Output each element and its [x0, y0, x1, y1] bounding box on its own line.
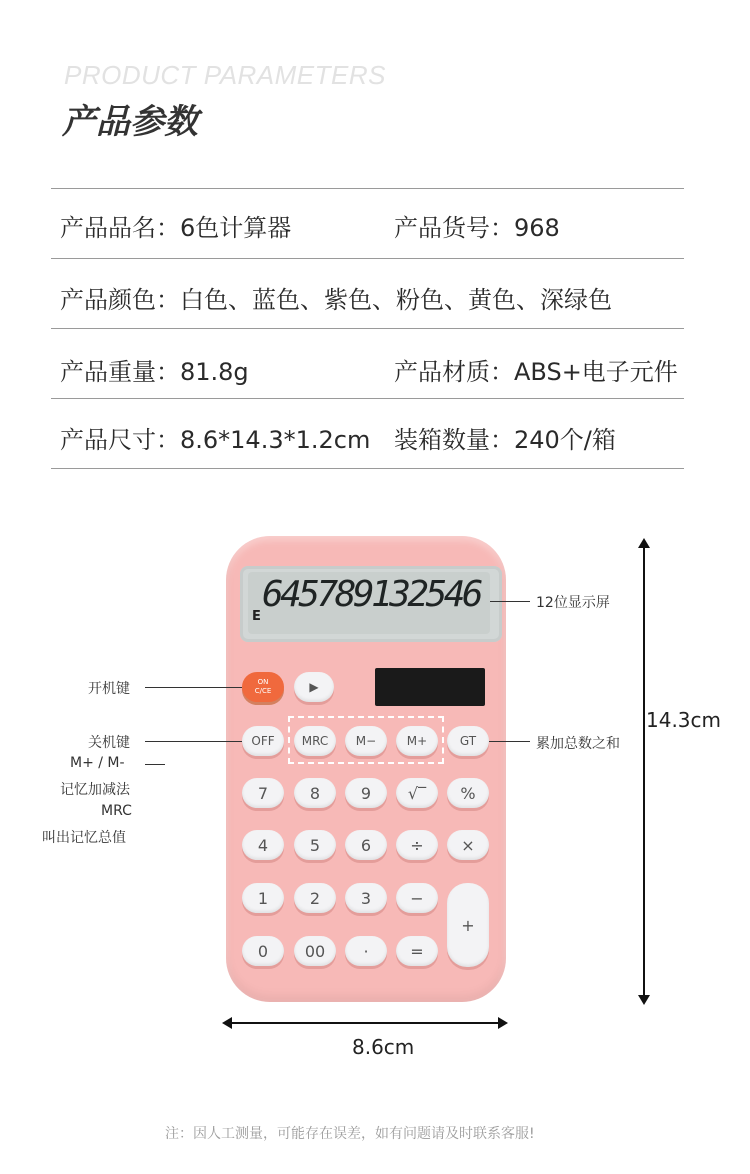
on-key-label: ON [257, 678, 269, 686]
minus-key[interactable]: − [396, 883, 438, 913]
on-key-sublabel: C/CE [254, 687, 272, 695]
spec-name: 产品品名：6色计算器 [60, 214, 292, 242]
decimal-key[interactable]: · [345, 936, 387, 966]
display-error-flag: E [252, 609, 261, 624]
key-2[interactable]: 2 [294, 883, 336, 913]
key-5[interactable]: 5 [294, 830, 336, 860]
spec-item-no: 产品货号：968 [394, 214, 560, 242]
gt-key[interactable]: GT [447, 726, 489, 756]
key-7[interactable]: 7 [242, 778, 284, 808]
subtitle-english: PRODUCT PARAMETERS [64, 60, 386, 90]
key-3[interactable]: 3 [345, 883, 387, 913]
key-9[interactable]: 9 [345, 778, 387, 808]
plus-key[interactable]: + [447, 883, 489, 967]
key-1[interactable]: 1 [242, 883, 284, 913]
display-annotation: 12位显示屏 [536, 595, 610, 611]
on-key[interactable] [242, 672, 284, 702]
leader-line [145, 687, 242, 688]
key-4[interactable]: 4 [242, 830, 284, 860]
width-dimension-line [230, 1022, 502, 1024]
mrc-annotation: MRC [101, 803, 132, 819]
page-title: 产品参数 [62, 102, 198, 142]
spec-colors: 产品颜色：白色、蓝色、紫色、粉色、黄色、深绿色 [60, 286, 612, 314]
gt-annotation: 累加总数之和 [536, 736, 620, 752]
divider [51, 328, 684, 329]
height-label: 14.3cm [646, 708, 722, 732]
spec-packing: 装箱数量：240个/箱 [394, 426, 616, 454]
spec-weight: 产品重量：81.8g [60, 358, 249, 386]
spec-size: 产品尺寸：8.6*14.3*1.2cm [60, 426, 371, 454]
width-label: 8.6cm [352, 1035, 415, 1059]
sqrt-key[interactable]: √‾ [396, 778, 438, 808]
key-8[interactable]: 8 [294, 778, 336, 808]
key-0[interactable]: 0 [242, 936, 284, 966]
play-key[interactable]: ▶ [294, 672, 334, 702]
mrc-key[interactable]: MRC [294, 726, 336, 756]
arrow-down-icon [638, 995, 650, 1005]
divider [51, 468, 684, 469]
spec-material: 产品材质：ABS+电子元件 [394, 358, 678, 386]
m-plus-key[interactable]: M+ [396, 726, 438, 756]
leader-line [490, 601, 530, 602]
leader-line [145, 764, 165, 765]
power-annotation: 开机键 [88, 681, 130, 697]
height-dimension-line [643, 544, 645, 999]
display-digits: 645789132546 [262, 574, 481, 615]
memory-annotation: M+ / M- [70, 755, 125, 771]
memory-annotation-desc: 记忆加减法 [60, 782, 130, 798]
multiply-key[interactable]: × [447, 830, 489, 860]
key-6[interactable]: 6 [345, 830, 387, 860]
mrc-annotation-desc: 叫出记忆总值 [42, 830, 126, 846]
arrow-right-icon [498, 1017, 508, 1029]
leader-line [489, 741, 530, 742]
divide-key[interactable]: ÷ [396, 830, 438, 860]
key-00[interactable]: 00 [294, 936, 336, 966]
divider [51, 188, 684, 189]
off-annotation: 关机键 [88, 735, 130, 751]
off-key[interactable]: OFF [242, 726, 284, 756]
divider [51, 398, 684, 399]
memory-keys-highlight [288, 716, 444, 764]
percent-key[interactable]: % [447, 778, 489, 808]
solar-panel [375, 668, 485, 706]
equals-key[interactable]: = [396, 936, 438, 966]
footer-note: 注：因人工测量，可能存在误差，如有问题请及时联系客服! [165, 1126, 535, 1142]
arrow-up-icon [638, 538, 650, 548]
arrow-left-icon [222, 1017, 232, 1029]
leader-line [145, 741, 242, 742]
divider [51, 258, 684, 259]
m-minus-key[interactable]: M− [345, 726, 387, 756]
